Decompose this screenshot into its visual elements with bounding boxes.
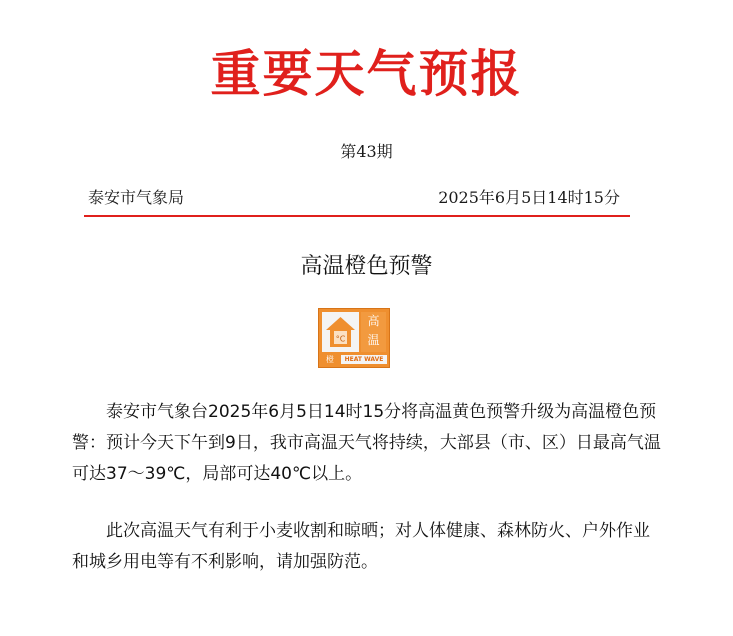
issuer-name: 泰安市气象局	[88, 188, 185, 207]
badge-heat-text	[361, 312, 386, 352]
header-divider	[84, 215, 630, 217]
bulletin-meta-row	[88, 185, 628, 211]
badge-char-2: 温	[367, 333, 380, 347]
celsius-label: °C	[335, 334, 346, 344]
warning-title: 高温橙色预警	[300, 254, 433, 279]
house-icon	[323, 314, 358, 350]
warning-paragraph-1: 泰安市气象台2025年6月5日14时15分将高温黄色预警升级为高温橙色预警：预计今天下午到9日，我市高温天气将持续，大部县（市、区）日最高气温可达37～39℃，局部可达40℃以上。	[72, 402, 661, 484]
issue-number: 第43期	[340, 142, 393, 161]
badge-english-label: HEAT WAVE	[341, 355, 387, 364]
thermometer-house-icon	[322, 312, 359, 352]
heat-wave-orange-warning-icon	[318, 308, 390, 368]
warning-paragraph-2: 此次高温天气有利于小麦收割和晾晒；对人体健康、森林防火、户外作业和城乡用电等有不利影响，请加强防范。	[72, 521, 650, 572]
badge-level-label: 橙	[326, 355, 334, 364]
badge-char-1: 高	[367, 314, 380, 328]
bulletin-title: 重要天气预报	[210, 44, 523, 103]
issue-datetime: 2025年6月5日14时15分	[438, 188, 620, 207]
